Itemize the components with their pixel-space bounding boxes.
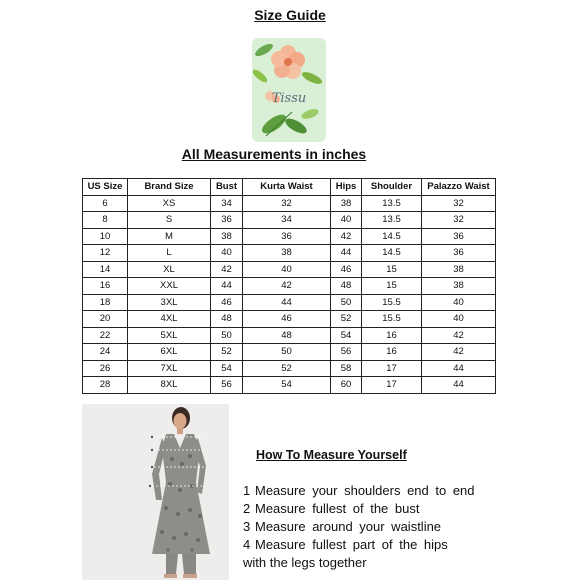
table-row	[83, 294, 496, 311]
cell-hips: 42	[331, 228, 362, 245]
cell-kurta-waist: 48	[243, 327, 331, 344]
cell-us-size: 16	[83, 278, 128, 295]
cell-bust: 38	[211, 228, 243, 245]
cell-shoulder: 16	[362, 344, 422, 361]
cell-us-size: 22	[83, 327, 128, 344]
cell-bust: 44	[211, 278, 243, 295]
cell-hips: 38	[331, 195, 362, 212]
cell-palazzo-waist: 44	[422, 360, 496, 377]
step-item	[243, 482, 573, 500]
cell-shoulder: 14.5	[362, 245, 422, 262]
cell-brand-size: L	[128, 245, 211, 262]
cell-shoulder: 17	[362, 377, 422, 394]
brand-logo	[252, 38, 326, 142]
page-title: Size Guide	[254, 7, 326, 23]
cell-shoulder: 15	[362, 261, 422, 278]
cell-palazzo-waist: 32	[422, 212, 496, 229]
col-bust: Bust	[211, 179, 243, 196]
step-number: 2	[243, 501, 251, 516]
cell-kurta-waist: 34	[243, 212, 331, 229]
cell-brand-size: 8XL	[128, 377, 211, 394]
table-row	[83, 212, 496, 229]
cell-brand-size: 6XL	[128, 344, 211, 361]
cell-kurta-waist: 40	[243, 261, 331, 278]
cell-us-size: 24	[83, 344, 128, 361]
cell-kurta-waist: 36	[243, 228, 331, 245]
cell-hips: 60	[331, 377, 362, 394]
size-table	[82, 178, 496, 394]
col-us-size: US Size	[83, 179, 128, 196]
cell-bust: 54	[211, 360, 243, 377]
step-number: 1	[243, 483, 251, 498]
logo-illustration	[252, 38, 326, 142]
step-text: Measure fullest part of the hips	[255, 537, 448, 552]
cell-us-size: 20	[83, 311, 128, 328]
cell-brand-size: M	[128, 228, 211, 245]
cell-palazzo-waist: 36	[422, 228, 496, 245]
table-row	[83, 195, 496, 212]
table-row	[83, 344, 496, 361]
cell-kurta-waist: 44	[243, 294, 331, 311]
cell-kurta-waist: 38	[243, 245, 331, 262]
col-palazzo-waist: Palazzo Waist	[422, 179, 496, 196]
cell-bust: 46	[211, 294, 243, 311]
step-item	[243, 500, 573, 518]
cell-us-size: 6	[83, 195, 128, 212]
table-row	[83, 261, 496, 278]
cell-shoulder: 14.5	[362, 228, 422, 245]
cell-palazzo-waist: 40	[422, 294, 496, 311]
col-shoulder: Shoulder	[362, 179, 422, 196]
step-text: Measure around your waistline	[255, 519, 442, 534]
cell-brand-size: XS	[128, 195, 211, 212]
cell-us-size: 28	[83, 377, 128, 394]
table-row	[83, 245, 496, 262]
step-continuation: with the legs together	[243, 555, 367, 570]
cell-bust: 34	[211, 195, 243, 212]
table-header-row	[83, 179, 496, 196]
measure-steps	[243, 482, 573, 572]
step-number: 3	[243, 519, 251, 534]
cell-us-size: 26	[83, 360, 128, 377]
cell-kurta-waist: 32	[243, 195, 331, 212]
table-row	[83, 327, 496, 344]
cell-shoulder: 15	[362, 278, 422, 295]
cell-us-size: 12	[83, 245, 128, 262]
cell-kurta-waist: 50	[243, 344, 331, 361]
col-hips: Hips	[331, 179, 362, 196]
cell-kurta-waist: 52	[243, 360, 331, 377]
cell-brand-size: XL	[128, 261, 211, 278]
cell-brand-size: S	[128, 212, 211, 229]
cell-hips: 50	[331, 294, 362, 311]
cell-palazzo-waist: 40	[422, 311, 496, 328]
col-kurta-waist: Kurta Waist	[243, 179, 331, 196]
model-illustration	[82, 404, 229, 580]
how-to-measure-title: How To Measure Yourself	[256, 448, 407, 462]
cell-hips: 52	[331, 311, 362, 328]
step-item	[243, 518, 573, 536]
table-subtitle: All Measurements in inches	[181, 146, 367, 162]
cell-shoulder: 15.5	[362, 311, 422, 328]
cell-palazzo-waist: 42	[422, 327, 496, 344]
cell-us-size: 10	[83, 228, 128, 245]
step-item	[243, 536, 573, 554]
cell-hips: 44	[331, 245, 362, 262]
cell-hips: 58	[331, 360, 362, 377]
cell-palazzo-waist: 44	[422, 377, 496, 394]
cell-hips: 48	[331, 278, 362, 295]
cell-kurta-waist: 54	[243, 377, 331, 394]
cell-shoulder: 15.5	[362, 294, 422, 311]
cell-shoulder: 13.5	[362, 212, 422, 229]
step-number: 4	[243, 537, 251, 552]
step-text: Measure your shoulders end to end	[255, 483, 475, 498]
cell-palazzo-waist: 42	[422, 344, 496, 361]
cell-kurta-waist: 42	[243, 278, 331, 295]
cell-bust: 42	[211, 261, 243, 278]
cell-palazzo-waist: 32	[422, 195, 496, 212]
cell-shoulder: 13.5	[362, 195, 422, 212]
cell-hips: 54	[331, 327, 362, 344]
cell-brand-size: XXL	[128, 278, 211, 295]
cell-us-size: 8	[83, 212, 128, 229]
cell-palazzo-waist: 38	[422, 278, 496, 295]
model-photo	[82, 404, 229, 580]
cell-hips: 40	[331, 212, 362, 229]
cell-bust: 52	[211, 344, 243, 361]
cell-brand-size: 5XL	[128, 327, 211, 344]
cell-brand-size: 3XL	[128, 294, 211, 311]
cell-bust: 56	[211, 377, 243, 394]
cell-shoulder: 16	[362, 327, 422, 344]
table-row	[83, 377, 496, 394]
cell-brand-size: 4XL	[128, 311, 211, 328]
cell-hips: 46	[331, 261, 362, 278]
cell-hips: 56	[331, 344, 362, 361]
table-row	[83, 311, 496, 328]
cell-palazzo-waist: 36	[422, 245, 496, 262]
cell-bust: 36	[211, 212, 243, 229]
table-row	[83, 360, 496, 377]
cell-brand-size: 7XL	[128, 360, 211, 377]
cell-shoulder: 17	[362, 360, 422, 377]
table-row	[83, 228, 496, 245]
cell-bust: 40	[211, 245, 243, 262]
cell-bust: 50	[211, 327, 243, 344]
cell-palazzo-waist: 38	[422, 261, 496, 278]
step-text: Measure fullest of the bust	[255, 501, 420, 516]
table-row	[83, 278, 496, 295]
cell-bust: 48	[211, 311, 243, 328]
svg-text:Tissu: Tissu	[271, 91, 307, 106]
col-brand-size: Brand Size	[128, 179, 211, 196]
cell-kurta-waist: 46	[243, 311, 331, 328]
cell-us-size: 18	[83, 294, 128, 311]
cell-us-size: 14	[83, 261, 128, 278]
